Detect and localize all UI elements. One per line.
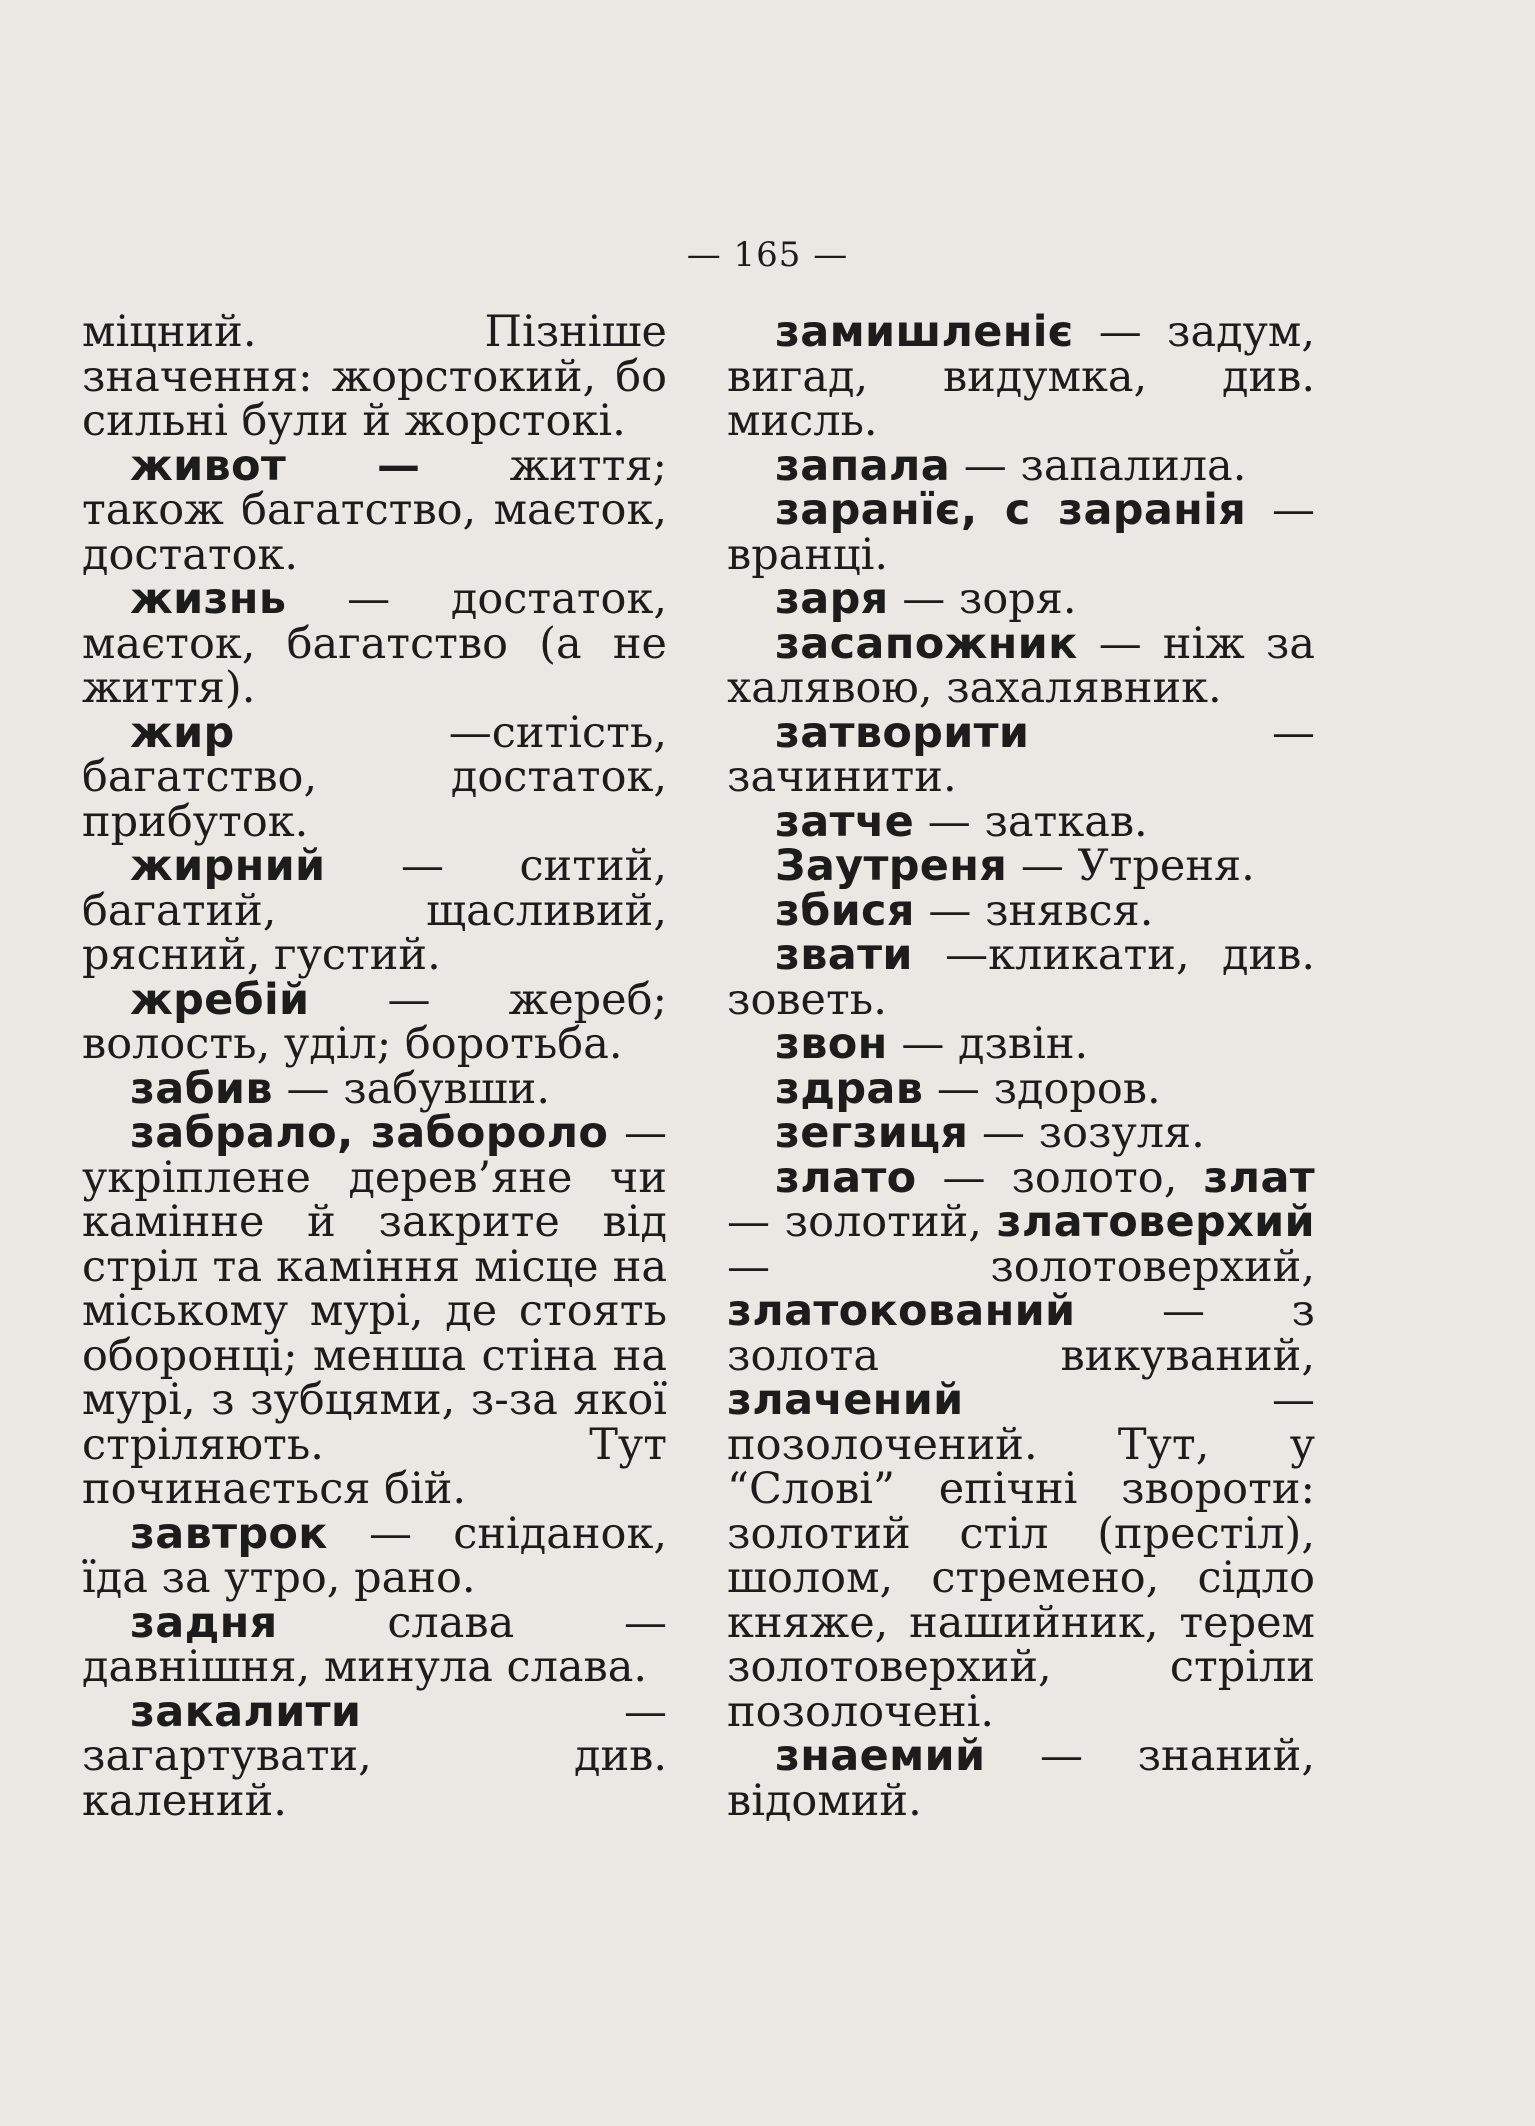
definition-text: — задум, вигад, видумка, див. мисль. [727,307,1315,446]
dictionary-entry [82,1508,667,1603]
definition-text: — ситий, багатий, щасливий, рясний, густий. [82,841,667,980]
dictionary-entry [82,1686,667,1826]
headword: запала [775,440,951,491]
definition-text: — забувши. [272,1063,551,1114]
dictionary-entry [727,618,1315,713]
dictionary-entry [727,1152,1315,1737]
definition-text: — зачинити. [727,707,1315,802]
dictionary-entry [82,1597,667,1692]
headword: злачений [727,1375,964,1425]
dictionary-entry [727,707,1315,802]
headword: златоверхий [996,1197,1315,1247]
definition-text: — жереб; волость, уділ; боротьба. [82,974,667,1069]
dictionary-entry [82,1108,667,1514]
definition-text: — достаток, маєток, багатство (а не життя). [82,574,667,713]
definition-text: — знаний, відомий. [727,1731,1315,1826]
headword: зегзиця [775,1108,969,1158]
definition-text: — золотий, [727,1197,997,1247]
headword: забив [130,1063,273,1114]
headword: задня [130,1597,278,1648]
definition-text: — знявся. [914,885,1154,936]
dictionary-entry [82,440,667,580]
headword: здрав [775,1063,924,1114]
headword: закалити [130,1686,362,1737]
headword: жизнь [130,574,287,624]
dictionary-entry [727,841,1315,891]
headword: златокований [727,1286,1076,1336]
definition-text: — зозуля. [968,1108,1205,1158]
dictionary-entry [727,574,1315,624]
definition-text: — загартувати, див. калений. [82,1686,667,1826]
headword: злат [1203,1152,1315,1203]
left-column [82,307,667,1826]
headword: забрало, забороло [130,1108,609,1158]
definition-text: — заткав. [914,796,1148,847]
dictionary-entry [82,1063,667,1114]
dictionary-entry [727,1063,1315,1114]
dictionary-entry [727,440,1315,491]
definition-text: — укріплене дерев’яне чи камінне й закрите від стріл та каміння місце на міському мурі, де стоять оборонці; менша стіна на мурі, з зубцями, з-за якої стріляють. Тут починається бій. [82,1108,667,1514]
dictionary-entry [82,707,667,847]
headword: засапожник [775,618,1078,669]
definition-text: — здоров. [923,1063,1161,1114]
dictionary-entry [82,307,667,446]
dictionary-entry [82,574,667,713]
dictionary-entry [82,841,667,980]
definition-text: — ніж за халявою, захалявник. [727,618,1315,713]
dictionary-entry [727,930,1315,1025]
dictionary-entry [727,885,1315,936]
headword: затворити [775,707,1030,758]
dictionary-entry [727,1108,1315,1158]
headword: звати [775,930,913,980]
dictionary-entry [727,1731,1315,1826]
headword: звон [775,1019,888,1069]
definition-text: слава — давнішня, минула слава. [82,1597,667,1692]
definition-text: — позолочений. Тут, у “Слові” епічні звороти: золотий стіл (престіл), шолом, стремено, сідло княже, нашийник, терем золотоверхий, стріли позолочені. [727,1375,1315,1737]
headword: збися [775,885,915,936]
definition-text: міцний. Пізніше значення: жорстокий, бо сильні були й жорстокі. [82,307,667,446]
headword: заря [775,574,889,624]
page-number: — 165 — [686,235,849,275]
definition-text: — золото, [916,1152,1204,1203]
dictionary-entry [727,796,1315,847]
definition-text: — сніданок, їда за утро, рано. [82,1508,667,1603]
dictionary-entry [82,974,667,1069]
headword: жирний [130,841,326,891]
headword: жребій [130,974,310,1025]
headword: жир [130,707,235,758]
definition-text: — вранці. [727,485,1315,580]
definition-text: — з золота викуваний, [727,1286,1315,1381]
headword: завтрок [130,1508,328,1559]
headword: замишленіє [775,307,1074,357]
dictionary-entry [727,307,1315,446]
definition-text: — дзвін. [887,1019,1089,1069]
headword: Заутреня [775,841,1008,891]
dictionary-entry [727,1019,1315,1069]
definition-text: —кликати, див. зоветь. [727,930,1315,1025]
headword: знаемий [775,1731,986,1781]
definition-text: — зоря. [888,574,1077,624]
right-column [727,307,1315,1826]
definition-text: — золотоверхий, [727,1241,1315,1292]
headword: злато [775,1152,917,1203]
dictionary-entry [727,485,1315,580]
headword: затче [775,796,915,847]
definition-text: життя; також багатство, маєток, достаток. [82,440,667,580]
definition-text: — Утреня. [1007,841,1255,891]
headword: живот — [130,440,421,491]
definition-text: — запалила. [950,440,1247,491]
definition-text: —ситість, багатство, достаток, прибуток. [82,707,667,847]
headword: заранїє, с заранія [775,485,1247,535]
